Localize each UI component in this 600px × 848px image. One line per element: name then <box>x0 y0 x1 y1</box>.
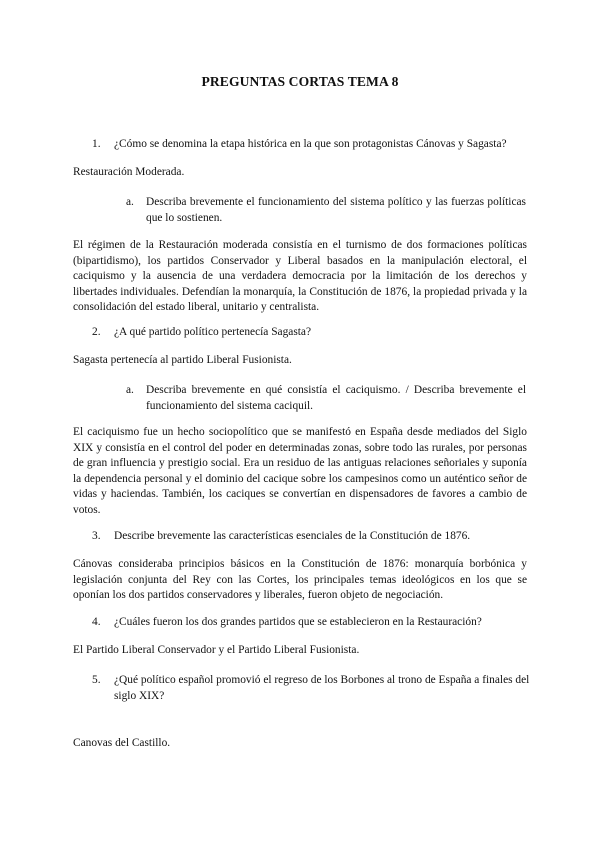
answer-4: El Partido Liberal Conservador y el Partido Liberal Fusionista. <box>73 644 360 656</box>
question-text: Describe brevemente las características esenciales de la Constitución de 1876. <box>114 530 471 542</box>
answer-3: Cánovas consideraba principios básicos en la Constitución de 1876: monarquía borbónica y legislación conjunta del Rey con las Cortes, los principales temas ideológicos en los que se oponían los dos partidos conservadores y liberales, fueron objeto de negociación. <box>73 558 527 601</box>
subquestion-text: Describa brevemente en qué consistía el caciquismo. / Describa brevemente el funcionamiento del sistema caciquil. <box>146 384 526 412</box>
question-text: ¿Cuáles fueron los dos grandes partidos que se establecieron en la Restauración? <box>114 616 482 628</box>
question-2 <box>92 325 532 341</box>
question-text: ¿A qué partido político pertenecía Sagasta? <box>114 326 312 338</box>
question-4 <box>92 615 532 631</box>
subquestion-1a <box>126 195 526 226</box>
subquestion-letter: a. <box>126 196 134 208</box>
question-number: 1. <box>92 138 101 150</box>
question-number: 3. <box>92 530 101 542</box>
answer-1: Restauración Moderada. <box>73 166 185 178</box>
subquestion-2a <box>126 383 526 414</box>
question-text: ¿Cómo se denomina la etapa histórica en la que son protagonistas Cánovas y Sagasta? <box>114 138 507 150</box>
question-1 <box>92 137 532 153</box>
answer-2: Sagasta pertenecía al partido Liberal Fusionista. <box>73 354 292 366</box>
question-number: 4. <box>92 616 101 628</box>
answer-2a: El caciquismo fue un hecho sociopolítico que se manifestó en España desde mediados del Siglo XIX y consistía en el control del poder en determinadas zonas, sobre todo las rurales, por personas de gran influencia y prestigio social. Era un residuo de las antiguas relaciones señoriales y suponía la dependencia personal y el dominio del cacique sobre los campesinos como un auténtico señor de vidas y haciendas. También, los caciques se convertían en dispensadores de favores a cambio de votos. <box>73 426 527 516</box>
answer-1a: El régimen de la Restauración moderada consistía en el turnismo de dos formaciones políticas (bipartidismo), los partidos Conservador y Liberal basados en la manipulación electoral, el caciquismo y la ausencia de una verdadera democracia por la limitación de los derechos y libertades individuales. Defendían la monarquía, la Constitución de 1876, la propiedad privada y la consolidación del estado liberal, unitario y centralista. <box>73 239 527 313</box>
question-3 <box>92 529 532 545</box>
question-5 <box>92 673 532 704</box>
question-text: ¿Qué político español promovió el regreso de los Borbones al trono de España a finales del siglo XIX? <box>114 674 530 702</box>
answer-5: Canovas del Castillo. <box>73 737 171 749</box>
subquestion-letter: a. <box>126 384 134 396</box>
question-number: 2. <box>92 326 101 338</box>
page-title: PREGUNTAS CORTAS TEMA 8 <box>201 74 399 89</box>
subquestion-text: Describa brevemente el funcionamiento del sistema político y las fuerzas políticas que lo sostienen. <box>146 196 526 224</box>
question-number: 5. <box>92 674 101 686</box>
